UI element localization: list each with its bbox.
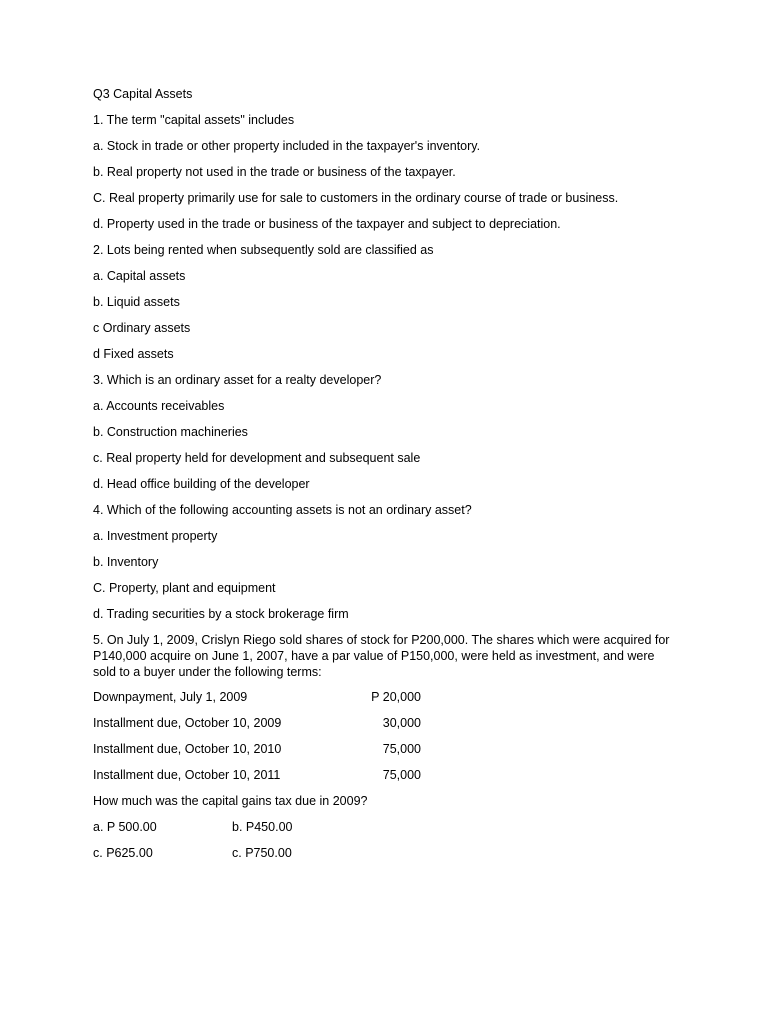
question-2: 2. Lots being rented when subsequently sold are classified as (93, 243, 434, 257)
question-2-option-d: d Fixed assets (93, 347, 174, 361)
question-5-option-d: c. P750.00 (232, 846, 292, 860)
question-1-option-d: d. Property used in the trade or business of the taxpayer and subject to depreciation. (93, 217, 561, 231)
payment-term-amount: 75,000 (382, 768, 421, 782)
payment-term-label: Installment due, October 10, 2010 (93, 742, 282, 756)
question-2-option-a: a. Capital assets (93, 269, 186, 283)
payment-term-row (93, 767, 673, 784)
payment-term-row (93, 741, 673, 758)
question-2-option-c: c Ordinary assets (93, 321, 191, 335)
question-4-option-c: C. Property, plant and equipment (93, 581, 276, 595)
question-4-option-d: d. Trading securities by a stock brokerage firm (93, 607, 349, 621)
question-3: 3. Which is an ordinary asset for a realty developer? (93, 373, 382, 387)
payment-term-amount: P 20,000 (371, 690, 421, 704)
question-2-option-b: b. Liquid assets (93, 295, 180, 309)
question-3-option-d: d. Head office building of the developer (93, 477, 310, 491)
question-3-option-a: a. Accounts receivables (93, 399, 225, 413)
payment-term-amount: 30,000 (382, 716, 421, 730)
question-5-followup: How much was the capital gains tax due in 2009? (93, 794, 368, 808)
question-5-options-row (93, 845, 673, 862)
question-1-option-a: a. Stock in trade or other property included in the taxpayer's inventory. (93, 139, 481, 153)
question-3-option-c: c. Real property held for development and subsequent sale (93, 451, 421, 465)
question-4: 4. Which of the following accounting assets is not an ordinary asset? (93, 503, 472, 517)
document-title: Q3 Capital Assets (93, 87, 193, 101)
question-5: 5. On July 1, 2009, Crislyn Riego sold shares of stock for P200,000. The shares which were acquired for P140,000 acquire on June 1, 2007, have a par value of P150,000, were held as investment, and were sold to a buyer under the following terms: (93, 633, 670, 679)
payment-term-row (93, 689, 673, 706)
question-5-option-a: a. P 500.00 (93, 820, 157, 834)
question-5-options-row (93, 819, 673, 836)
payment-term-row (93, 715, 673, 732)
payment-term-label: Downpayment, July 1, 2009 (93, 690, 248, 704)
question-1-option-c: C. Real property primarily use for sale to customers in the ordinary course of trade or business. (93, 191, 619, 205)
question-5-option-b: b. P450.00 (232, 820, 293, 834)
question-1-option-b: b. Real property not used in the trade or business of the taxpayer. (93, 165, 456, 179)
question-4-option-a: a. Investment property (93, 529, 218, 543)
question-1: 1. The term "capital assets" includes (93, 113, 295, 127)
payment-term-label: Installment due, October 10, 2009 (93, 716, 282, 730)
document-content (93, 86, 673, 871)
question-3-option-b: b. Construction machineries (93, 425, 248, 439)
payment-term-label: Installment due, October 10, 2011 (93, 768, 281, 782)
payment-term-amount: 75,000 (382, 742, 421, 756)
question-5-option-c: c. P625.00 (93, 846, 153, 860)
question-4-option-b: b. Inventory (93, 555, 159, 569)
